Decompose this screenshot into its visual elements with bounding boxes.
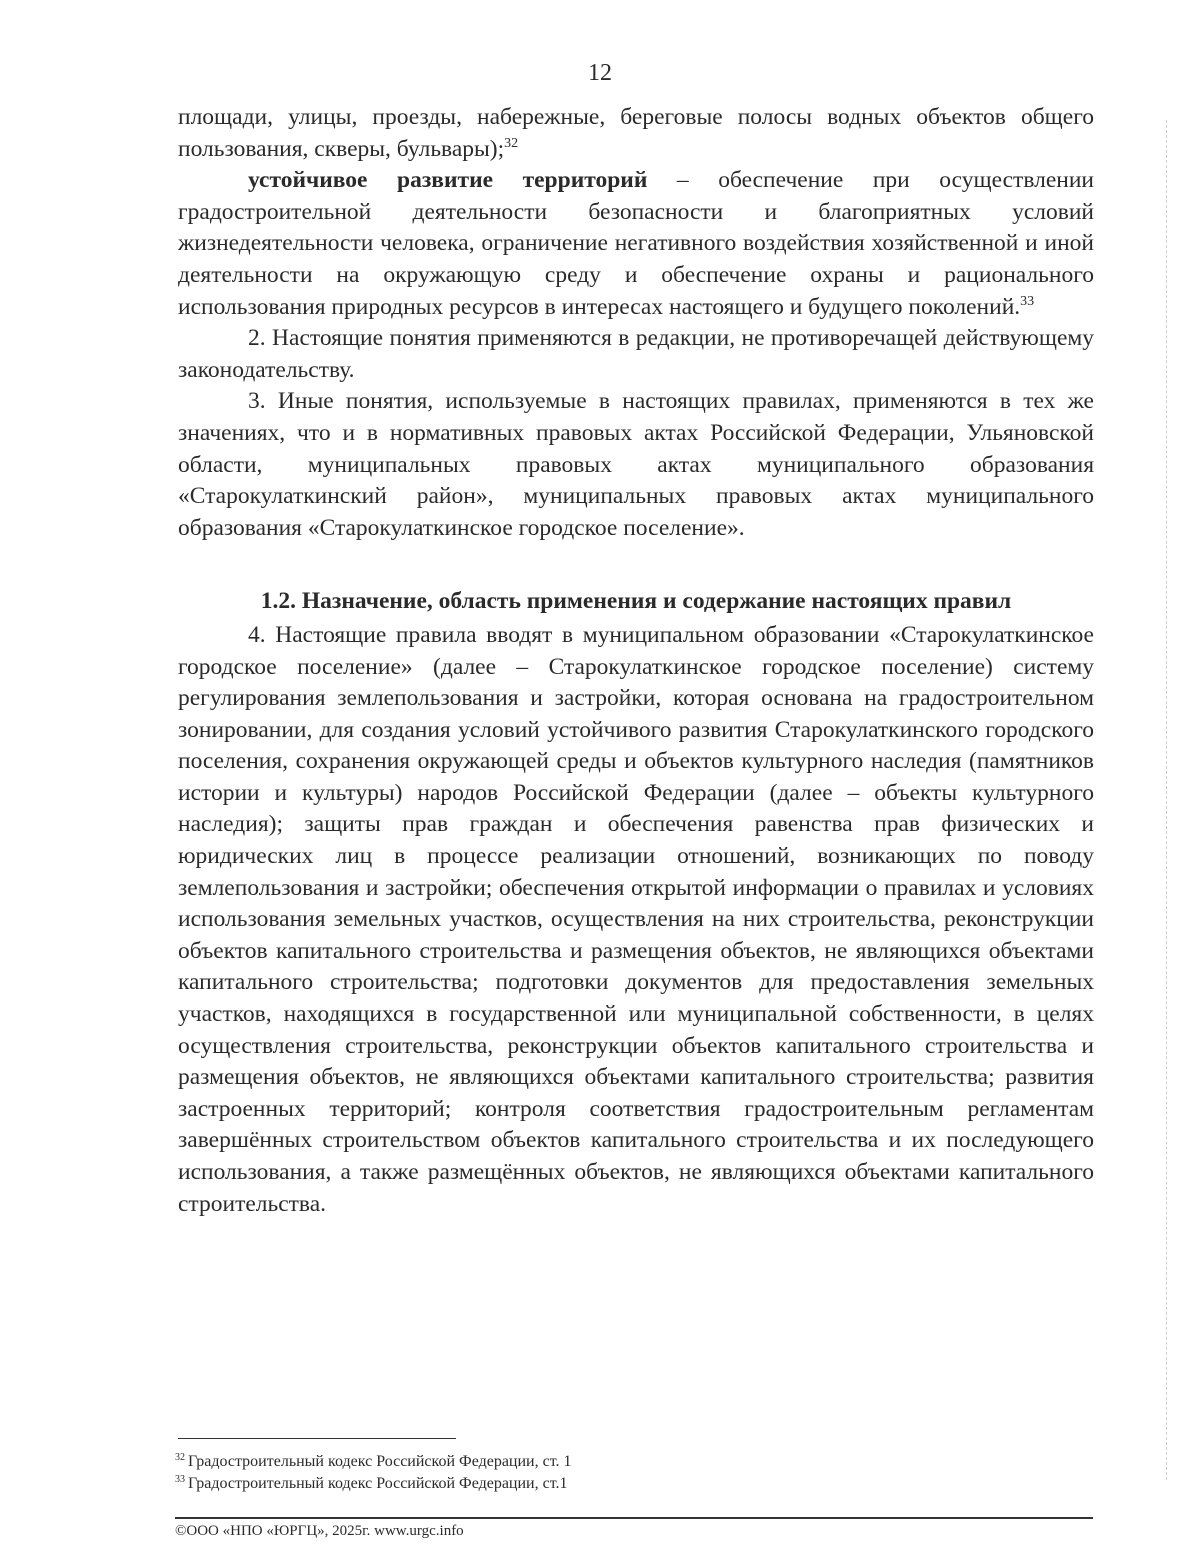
footer-copyright: ©ООО «НПО «ЮРГЦ», 2025г. www.urgc.info bbox=[175, 1523, 464, 1539]
paragraph-definition-sustainable-development bbox=[178, 165, 1094, 323]
footnote-item bbox=[175, 1473, 1075, 1495]
section-heading: 1.2. Назначение, область применения и содержание настоящих правил bbox=[260, 588, 1012, 615]
page-number: 12 bbox=[588, 60, 612, 86]
paragraph-item-3: 3. Иные понятия, используемые в настоящих правилах, применяются в тех же значениях, что и в нормативных правовых актах Российской Федерации, Ульяновской области, муниципальных правовых актах муниципального образования «Старокулаткинский район», муниципальных правовых актах муниципального образования «Старокулаткинское городское поселение». bbox=[178, 388, 1094, 541]
footnote-mark: 32 bbox=[175, 1451, 185, 1463]
footnotes bbox=[175, 1451, 1075, 1495]
footnote-mark: 33 bbox=[175, 1473, 185, 1485]
footnote-text: Градостроительный кодекс Российской Федерации, ст.1 bbox=[188, 1475, 568, 1492]
footnote-separator bbox=[178, 1438, 456, 1439]
paragraph-item-4: 4. Настоящие правила вводят в муниципальном образовании «Старокулаткинское городское поселение» (далее – Старокулаткинское городское поселение) систему регулирования землепользования и застройки, которая основана на градостроительном зонировании, для создания условий устойчивого развития Старокулаткинского городского поселения, сохранения окружающей среды и объектов культурного наследия (памятников истории и культуры) народов Российской Федерации (далее – объекты культурного наследия); защиты прав граждан и обеспечения равенства прав физических и юридических лиц в процессе реализации отношений, возникающих по поводу землепользования и застройки; обеспечения открытой информации о правилах и условиях использования земельных участков, осуществления на них строительства, реконструкции объектов капитального строительства и размещения объектов, не являющихся объектами капитального строительства; подготовки документов для предоставления земельных участков, находящихся в государственной или муниципальной собственности, в целях осуществления строительства, реконструкции объектов капитального строительства и размещения объектов, не являющихся объектами капитального строительства; развития застроенных территорий; контроля соответствия градостроительным регламентам завершённых строительством объектов капитального строительства и их последующего использования, а также размещённых объектов, не являющихся объектами капитального строительства. bbox=[178, 621, 1094, 1217]
footnote-text: Градостроительный кодекс Российской Федерации, ст. 1 bbox=[188, 1453, 572, 1470]
paragraph-text: – обеспечение при осуществлении градостроительной деятельности безопасности и благоприятных условий жизнедеятельности человека, ограничение негативного воздействия хозяйственной и иной деятельности на окружающую среду и обеспечение охраны и рационального использования природных ресурсов в интересах настоящего и будущего поколений. bbox=[178, 167, 1094, 320]
footnote-reference[interactable]: 33 bbox=[1020, 293, 1035, 309]
document-body bbox=[178, 102, 1094, 1220]
scan-edge-line bbox=[1166, 120, 1167, 1480]
paragraph-item-2: 2. Настоящие понятия применяются в редакции, не противоречащей действующему законодательству. bbox=[178, 325, 1094, 383]
footer-separator bbox=[175, 1517, 1093, 1519]
paragraph-definition-public-spaces bbox=[178, 102, 1094, 165]
footnote-reference[interactable]: 32 bbox=[504, 135, 519, 151]
paragraph-text: площади, улицы, проезды, набережные, береговые полосы водных объектов общего пользования, скверы, бульвары); bbox=[178, 104, 1094, 162]
footnote-item bbox=[175, 1451, 1075, 1473]
defined-term: устойчивое развитие территорий bbox=[248, 167, 648, 194]
